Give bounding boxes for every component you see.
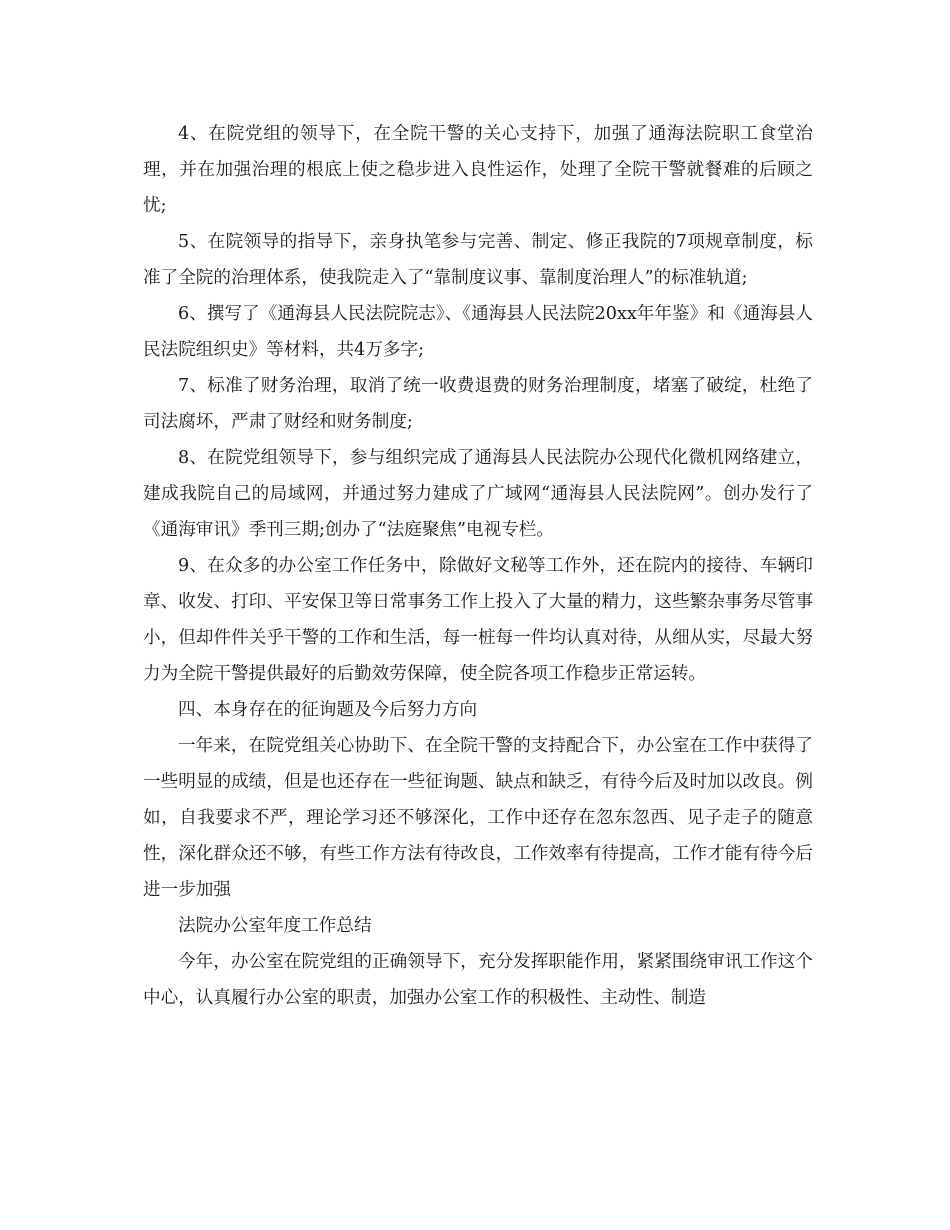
- section-heading: 四、本身存在的征询题及今后努力方向: [178, 700, 478, 720]
- paragraph-item-8: 8、在院党组领导下，参与组织完成了通海县人民法院办公现代化微机网络建立，建成我院自己的局域网，并通过努力建成了广域网“通海县人民法院网”。创办发行了《通海审讯》季刊三期;创办了“法庭聚焦”电视专栏。: [143, 448, 813, 540]
- document-title: 法院办公室年度工作总结: [178, 916, 372, 936]
- paragraph-item-5: 5、在院领导的指导下，亲身执笔参与完善、制定、修正我院的7项规章制度，标准了全院的治理体系，使我院走入了“靠制度议事、靠制度治理人”的标准轨道;: [143, 232, 813, 288]
- paragraph-item-4: 4、在院党组的领导下，在全院干警的关心支持下，加强了通海法院职工食堂治理，并在加强治理的根底上使之稳步进入良性运作，处理了全院干警就餐难的后顾之忧;: [143, 124, 813, 216]
- paragraph-intro: 今年，办公室在院党组的正确领导下，充分发挥职能作用，紧紧围绕审讯工作这个中心，认真履行办公室的职责，加强办公室工作的积极性、主动性、制造: [143, 952, 813, 1008]
- document-body: [143, 116, 813, 1016]
- paragraph-item-7: 7、标准了财务治理，取消了统一收费退费的财务治理制度，堵塞了破绽，杜绝了司法腐坏，严肃了财经和财务制度;: [143, 376, 813, 432]
- paragraph-shortcomings: 一年来，在院党组关心协助下、在全院干警的支持配合下，办公室在工作中获得了一些明显的成绩，但是也还存在一些征询题、缺点和缺乏，有待今后及时加以改良。例如，自我要求不严，理论学习还不够深化，工作中还存在忽东忽西、见子走子的随意性，深化群众还不够，有些工作方法有待改良，工作效率有待提高，工作才能有待今后进一步加强: [143, 736, 813, 900]
- paragraph-item-6: 6、撰写了《通海县人民法院院志》、《通海县人民法院20xx年年鉴》和《通海县人民法院组织史》等材料，共4万多字;: [143, 304, 813, 360]
- paragraph-item-9: 9、在众多的办公室工作任务中，除做好文秘等工作外，还在院内的接待、车辆印章、收发、打印、平安保卫等日常事务工作上投入了大量的精力，这些繁杂事务尽管事小，但却件件关乎干警的工作和生活，每一桩每一件均认真对待，从细从实，尽最大努力为全院干警提供最好的后勤效劳保障，使全院各项工作稳步正常运转。: [143, 556, 813, 684]
